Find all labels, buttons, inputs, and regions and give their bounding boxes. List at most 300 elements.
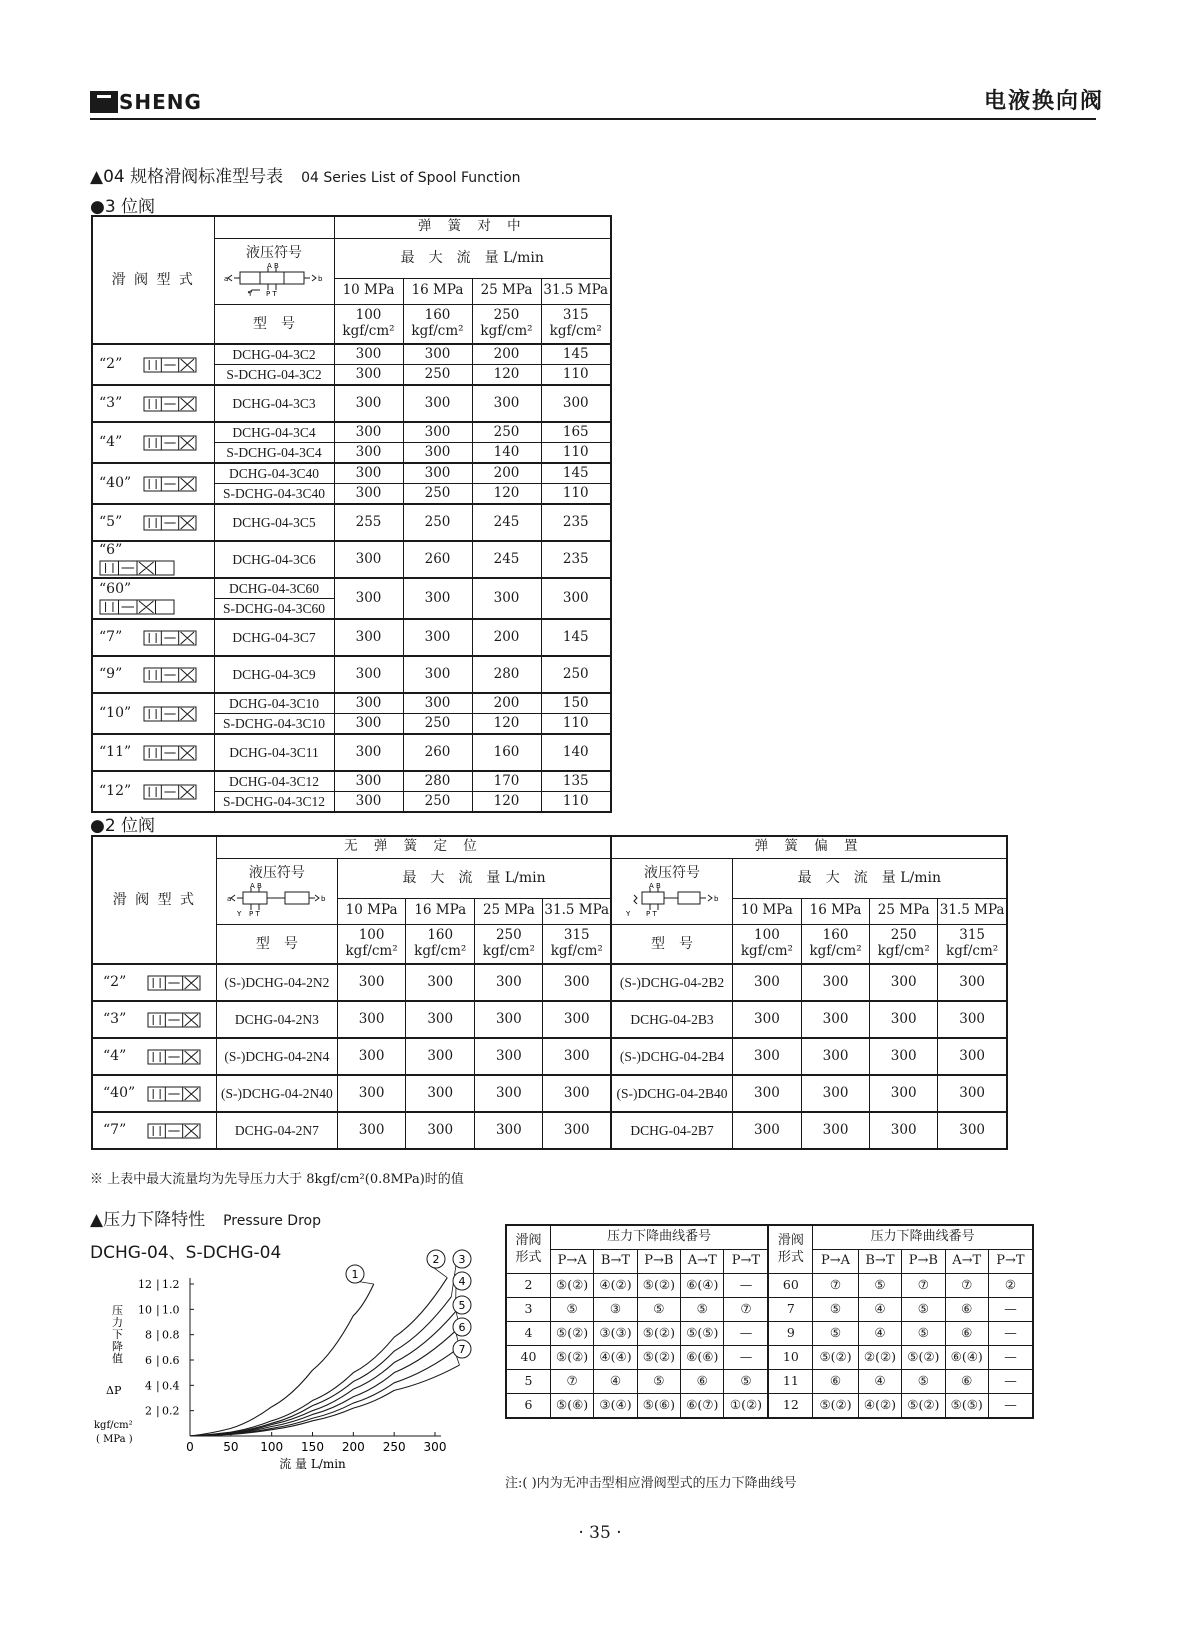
- pd-curve-cell: ④(④): [594, 1346, 637, 1370]
- flow-value-cell: 260: [403, 541, 472, 578]
- pd-path-header-l: A→T: [681, 1250, 724, 1274]
- spool-symbol-icon: [143, 629, 197, 647]
- pd-path-header-l: P→A: [550, 1250, 593, 1274]
- spool-row: [92, 1075, 1007, 1112]
- spool-type-cell: [92, 344, 214, 385]
- model-header: 型 号: [214, 304, 334, 344]
- flow-value: 300: [404, 442, 472, 462]
- curve-label: 5: [458, 1299, 466, 1312]
- curve-5: [190, 1327, 460, 1436]
- flow-value: 300: [424, 695, 451, 711]
- pd-curve-cell: ⑥: [945, 1322, 988, 1346]
- pd-spool-header-right: 滑阀 形式: [768, 1225, 812, 1274]
- curve-label: 3: [458, 1253, 466, 1266]
- model-cell: [214, 771, 334, 812]
- flow-value: 200: [493, 346, 520, 362]
- flow-value-cell: 300: [334, 385, 403, 422]
- flow-value-cell: 245: [472, 504, 541, 541]
- curve-label: 1: [351, 1268, 359, 1281]
- flow-value-cell: 140: [541, 734, 611, 771]
- flow-value-cell-b: 300: [732, 964, 801, 1001]
- flow-value-cell-a: 300: [543, 1112, 611, 1149]
- flow-value: 200: [493, 465, 520, 481]
- model-cell: DCHG-04-3C9: [214, 656, 334, 693]
- flow-value-cell: 250: [541, 656, 611, 693]
- flow-value-cell: 255: [334, 504, 403, 541]
- flow-value: 300: [355, 346, 382, 362]
- svg-text:a: a: [224, 274, 229, 283]
- pd-curve-cell: ⑦: [813, 1274, 858, 1298]
- pd-spool-cell: 2: [506, 1274, 550, 1298]
- svg-text:P T: P T: [248, 909, 260, 917]
- max-flow-header-a: 最 大 流 量 L/min: [338, 858, 612, 898]
- pd-spool-cell: 3: [506, 1298, 550, 1322]
- pd-path-header-r: P→A: [813, 1250, 858, 1274]
- flow-value-cell: [334, 344, 403, 385]
- pressure-kgf-header-b: 100 kgf/cm²: [732, 924, 801, 964]
- y-unit-kgf: kgf/cm²: [94, 1420, 133, 1431]
- model-header-a: 型 号: [216, 924, 337, 964]
- flow-value-cell-b: 300: [732, 1075, 801, 1112]
- brand-logo: [90, 90, 202, 114]
- y-tick-label-kgf: 8: [145, 1328, 152, 1342]
- spool-type-label: “3”: [99, 395, 123, 411]
- pd-curve-cell: ⑦: [550, 1370, 593, 1394]
- pressure-kgf-header: 160 kgf/cm²: [403, 304, 472, 344]
- pressure-mpa-header-a: 10 MPa: [338, 898, 406, 924]
- pd-curve-cell: ⑤(②): [813, 1346, 858, 1370]
- pressure-mpa-header: 25 MPa: [472, 278, 541, 304]
- svg-text:Y: Y: [248, 289, 253, 297]
- spool-symbol-icon: [99, 598, 175, 616]
- x-tick-label: 50: [223, 1440, 239, 1454]
- y-tick-label-kgf: 6: [145, 1354, 152, 1367]
- pd-spool-cell: 9: [768, 1322, 812, 1346]
- pd-curve-cell: ③: [594, 1298, 637, 1322]
- spool-symbol-icon: [99, 559, 175, 577]
- flow-value-cell-b: 300: [801, 1075, 869, 1112]
- y-tick-divider: |: [156, 1278, 160, 1291]
- flow-value: 300: [335, 713, 403, 733]
- flow-value-cell: [472, 463, 541, 504]
- spool-type-label: “12”: [99, 783, 132, 799]
- flow-value-cell: 145: [541, 619, 611, 656]
- y-tick-label-kgf: 10: [138, 1303, 152, 1317]
- symbol-header-b: 液压符号 A B b Y P T: [611, 858, 732, 924]
- spool-row: [92, 656, 611, 693]
- spool-row: [92, 385, 611, 422]
- logo-mark-icon: [90, 91, 118, 113]
- spool-symbol-icon: [143, 475, 197, 493]
- y-tick-divider: |: [156, 1328, 160, 1342]
- spool-symbol-icon: [147, 1085, 201, 1103]
- curve-label: 2: [432, 1253, 440, 1266]
- spool-type-cell: [92, 1038, 216, 1075]
- model-number: DCHG-04-3C60: [229, 581, 319, 596]
- flow-value: 300: [424, 346, 451, 362]
- pressure-kgf-header: 250 kgf/cm²: [472, 304, 541, 344]
- spool-symbol-icon: [147, 1011, 201, 1029]
- pd-path-header-r: B→T: [858, 1250, 901, 1274]
- pd-curve-cell: ⑤: [724, 1370, 768, 1394]
- logo-text: SHENG: [119, 90, 202, 114]
- model-cell: DCHG-04-3C7: [214, 619, 334, 656]
- flow-value-cell-a: 300: [338, 1038, 406, 1075]
- spool-symbol-icon: [143, 783, 197, 801]
- y-unit-mpa: ( MPa ): [96, 1434, 133, 1445]
- model-cell: [214, 422, 334, 463]
- spool-row: [92, 344, 611, 385]
- flow-value-cell: [472, 422, 541, 463]
- pd-curve-cell: —: [988, 1370, 1033, 1394]
- pd-curve-cell: ②(②): [858, 1346, 901, 1370]
- pressure-kgf-header: 100 kgf/cm²: [334, 304, 403, 344]
- pd-curve-cell: ⑤(②): [550, 1346, 593, 1370]
- section-title-en: 04 Series List of Spool Function: [301, 170, 521, 186]
- flow-value-cell-b: 300: [938, 1112, 1007, 1149]
- pd-path-header-l: B→T: [594, 1250, 637, 1274]
- no-spring-detent-header: 无 弹 簧 定 位: [216, 836, 611, 858]
- flow-value-cell: 300: [403, 385, 472, 422]
- pressure-drop-note: 注:( )内为无冲击型相应滑阀型式的压力下降曲线号: [505, 1476, 797, 1491]
- spool-symbol-icon: [147, 1122, 201, 1140]
- flow-value: 250: [404, 713, 472, 733]
- y-tick-label-mpa: 1.2: [162, 1278, 180, 1291]
- pd-curve-cell: ⑤(②): [550, 1274, 593, 1298]
- flow-value-cell-b: 300: [870, 964, 938, 1001]
- section-title-zh: ▲04 规格滑阀标准型号表: [90, 167, 284, 187]
- y-tick-label-mpa: 1.0: [162, 1303, 180, 1317]
- spool-type-cell: [92, 693, 214, 734]
- svg-text:b: b: [318, 274, 323, 283]
- model-cell-b: DCHG-04-2B3: [611, 1001, 732, 1038]
- flow-value: 250: [404, 483, 472, 503]
- pd-curve-cell: ⑤: [550, 1298, 593, 1322]
- spool-type-label: “4”: [103, 1048, 127, 1064]
- pd-spool-cell: 7: [768, 1298, 812, 1322]
- flow-value-cell: 245: [472, 541, 541, 578]
- flow-value-cell: 160: [472, 734, 541, 771]
- flow-value-cell-a: 300: [406, 964, 475, 1001]
- flow-value: 110: [542, 713, 611, 733]
- pressure-drop-curve-table: [505, 1224, 1034, 1419]
- svg-text:P T: P T: [645, 909, 657, 917]
- model-cell-a: (S-)DCHG-04-2N2: [216, 964, 337, 1001]
- pd-curve-cell: ④(②): [858, 1394, 901, 1419]
- flow-value-cell-a: 300: [475, 1112, 543, 1149]
- y-tick-divider: |: [156, 1354, 160, 1367]
- pressure-drop-chart: [90, 1244, 500, 1480]
- pd-path-header-l: P→T: [724, 1250, 768, 1274]
- pd-curve-cell: ⑤: [681, 1298, 724, 1322]
- flow-value-cell: 200: [472, 619, 541, 656]
- pd-spool-cell: 10: [768, 1346, 812, 1370]
- spring-centered-header: 弹 簧 对 中: [334, 216, 611, 238]
- flow-value-cell: 300: [334, 578, 403, 619]
- svg-text:Y: Y: [625, 909, 631, 917]
- flow-value-cell-b: 300: [870, 1038, 938, 1075]
- curve-label: 6: [458, 1321, 466, 1334]
- x-axis-label: 流 量 L/min: [279, 1457, 346, 1471]
- y-tick-label-mpa: 0.4: [162, 1379, 180, 1393]
- spool-type-cell: [92, 385, 214, 422]
- flow-value-cell-b: 300: [870, 1075, 938, 1112]
- pressure-drop-title-en: Pressure Drop: [223, 1213, 321, 1229]
- y-tick-label-mpa: 0.6: [162, 1354, 180, 1367]
- flow-value-cell-a: 300: [543, 1001, 611, 1038]
- flow-value-cell-b: 300: [870, 1112, 938, 1149]
- two-position-spool-table: [91, 835, 1008, 1150]
- pd-curve-cell: ②: [988, 1274, 1033, 1298]
- flow-value-cell-b: 300: [732, 1112, 801, 1149]
- flow-value: 300: [335, 364, 403, 384]
- pd-curve-cell: —: [724, 1322, 768, 1346]
- pd-row: [506, 1394, 1033, 1419]
- pd-curve-cell: ⑤(②): [637, 1274, 680, 1298]
- flow-value-cell: 300: [334, 656, 403, 693]
- spool-type-label: “5”: [99, 514, 123, 530]
- flow-value-cell: [541, 463, 611, 504]
- model-number: S-DCHG-04-3C2: [215, 364, 334, 384]
- flow-value-cell-a: 300: [475, 1075, 543, 1112]
- flow-value-cell-b: 300: [801, 1001, 869, 1038]
- flow-value-cell-a: 300: [338, 1075, 406, 1112]
- spool-row: [92, 541, 611, 578]
- pd-path-header-r: P→B: [902, 1250, 945, 1274]
- curve-6: [190, 1347, 460, 1436]
- spool-symbol-icon: [143, 514, 197, 532]
- pd-curve-cell: ⑥(⑥): [681, 1346, 724, 1370]
- flow-value: 145: [562, 346, 589, 362]
- model-number: DCHG-04-3C40: [229, 466, 319, 481]
- flow-value: 170: [493, 773, 520, 789]
- pressure-kgf-header-a: 315 kgf/cm²: [543, 924, 611, 964]
- flow-value-cell: [403, 693, 472, 734]
- x-tick-label: 200: [341, 1440, 365, 1454]
- flow-value: 250: [404, 364, 472, 384]
- pressure-kgf-header-b: 160 kgf/cm²: [801, 924, 869, 964]
- curve-1: [190, 1284, 374, 1436]
- spool-symbol-icon: [143, 395, 197, 413]
- flow-value: 300: [355, 695, 382, 711]
- model-cell: DCHG-04-3C6: [214, 541, 334, 578]
- model-number: S-DCHG-04-3C10: [215, 713, 334, 733]
- spool-type-cell: [92, 656, 214, 693]
- pd-curve-cell: ③(③): [594, 1322, 637, 1346]
- pd-spool-cell: 40: [506, 1346, 550, 1370]
- y-tick-divider: |: [156, 1404, 160, 1418]
- flow-value-cell: 235: [541, 541, 611, 578]
- pd-curve-cell: ①(②): [724, 1394, 768, 1419]
- pd-spool-cell: 60: [768, 1274, 812, 1298]
- spool-symbol-icon: [147, 974, 201, 992]
- model-cell-a: (S-)DCHG-04-2N4: [216, 1038, 337, 1075]
- pd-spool-cell: 5: [506, 1370, 550, 1394]
- flow-value-cell: 300: [334, 734, 403, 771]
- model-cell-b: (S-)DCHG-04-2B2: [611, 964, 732, 1001]
- model-number: S-DCHG-04-3C12: [215, 791, 334, 811]
- flow-value-cell: [334, 693, 403, 734]
- flow-value-cell: [472, 693, 541, 734]
- pd-curve-cell: ⑤(②): [813, 1394, 858, 1419]
- flow-value-cell: 300: [403, 656, 472, 693]
- flow-value-cell-b: 300: [938, 964, 1007, 1001]
- pd-curve-cell: ⑤(⑤): [945, 1394, 988, 1419]
- flow-note: ※ 上表中最大流量均为先导压力大于 8kgf/cm²(0.8MPa)时的值: [90, 1172, 464, 1187]
- pressure-kgf-header-b: 315 kgf/cm²: [938, 924, 1007, 964]
- y-axis-label: 压力下降值 ΔP: [106, 1304, 123, 1397]
- pressure-mpa-header-a: 16 MPa: [406, 898, 475, 924]
- pd-curve-cell: ⑤(②): [550, 1322, 593, 1346]
- flow-value-cell-b: 300: [732, 1001, 801, 1038]
- flow-value: 110: [542, 364, 611, 384]
- pressure-kgf-header-b: 250 kgf/cm²: [870, 924, 938, 964]
- model-cell-a: DCHG-04-2N3: [216, 1001, 337, 1038]
- spool-type-label: “4”: [99, 434, 123, 450]
- spool-type-label: “9”: [99, 666, 123, 682]
- pd-curve-cell: ⑤(⑤): [681, 1322, 724, 1346]
- model-header-b: 型 号: [611, 924, 732, 964]
- header-divider: [90, 118, 1096, 120]
- pd-path-header-r: A→T: [945, 1250, 988, 1274]
- pressure-kgf-header-a: 160 kgf/cm²: [406, 924, 475, 964]
- model-number: S-DCHG-04-3C40: [215, 483, 334, 503]
- flow-value-cell: 235: [541, 504, 611, 541]
- pd-curve-cell: ⑤: [902, 1298, 945, 1322]
- svg-text:A B: A B: [267, 262, 279, 270]
- flow-value: 300: [355, 773, 382, 789]
- pd-curve-cell: —: [988, 1298, 1033, 1322]
- spool-type-label: “2”: [103, 974, 127, 990]
- flow-value-cell: [541, 422, 611, 463]
- pd-curve-cell: ⑤: [813, 1322, 858, 1346]
- pressure-kgf-header-a: 100 kgf/cm²: [338, 924, 406, 964]
- x-tick-label: 150: [301, 1440, 324, 1454]
- model-cell: DCHG-04-3C5: [214, 504, 334, 541]
- flow-value-cell: 300: [403, 578, 472, 619]
- pressure-mpa-header-b: 25 MPa: [870, 898, 938, 924]
- spool-row: [92, 734, 611, 771]
- pd-spool-header-left: 滑阀 形式: [506, 1225, 550, 1274]
- flow-value-cell: [334, 463, 403, 504]
- flow-value: 250: [493, 424, 520, 440]
- pd-curve-cell: ③(④): [594, 1394, 637, 1419]
- flow-value-cell-b: 300: [938, 1038, 1007, 1075]
- model-cell: [214, 344, 334, 385]
- symbol-header: 液压符号 A B a b Y P T: [214, 238, 334, 304]
- two-position-spring-offset-symbol-icon: [622, 883, 722, 917]
- spool-type-header: 滑 阀 型 式: [92, 216, 214, 344]
- flow-value: 150: [562, 695, 589, 711]
- two-position-no-spring-symbol-icon: [227, 883, 327, 917]
- max-flow-header-b: 最 大 流 量 L/min: [732, 858, 1007, 898]
- pd-curve-cell: ④: [594, 1370, 637, 1394]
- flow-value-cell: [541, 771, 611, 812]
- pd-curve-cell: —: [988, 1394, 1033, 1419]
- x-tick-label: 0: [186, 1440, 194, 1454]
- spool-type-cell: [92, 734, 214, 771]
- pressure-mpa-header-b: 10 MPa: [732, 898, 801, 924]
- spool-row: [92, 504, 611, 541]
- pressure-drop-title-zh: ▲压力下降特性: [90, 1210, 206, 1230]
- flow-value: 300: [335, 791, 403, 811]
- pd-row: [506, 1298, 1033, 1322]
- pressure-mpa-header-a: 25 MPa: [475, 898, 543, 924]
- spool-type-label: “3”: [103, 1011, 127, 1027]
- model-number: DCHG-04-3C4: [232, 425, 316, 440]
- flow-value-cell: 300: [334, 541, 403, 578]
- pd-spool-cell: 6: [506, 1394, 550, 1419]
- flow-value: 120: [473, 791, 541, 811]
- model-cell-b: (S-)DCHG-04-2B40: [611, 1075, 732, 1112]
- flow-value-cell: [334, 422, 403, 463]
- flow-value: 165: [562, 424, 589, 440]
- model-cell-b: DCHG-04-2B7: [611, 1112, 732, 1149]
- flow-value-cell-a: 300: [406, 1112, 475, 1149]
- spool-type-cell: [92, 1075, 216, 1112]
- flow-value-cell-b: 300: [801, 1112, 869, 1149]
- pd-curve-cell: ⑤: [813, 1298, 858, 1322]
- flow-value-cell-a: 300: [406, 1001, 475, 1038]
- model-cell: [214, 693, 334, 734]
- spool-type-label: “60”: [99, 581, 132, 598]
- spool-type-cell: [92, 964, 216, 1001]
- flow-value-cell-a: 300: [338, 1001, 406, 1038]
- flow-value: 250: [404, 791, 472, 811]
- three-position-title: ●3 位阀: [90, 197, 156, 217]
- flow-value-cell: 300: [541, 385, 611, 422]
- pd-path-header-r: P→T: [988, 1250, 1033, 1274]
- model-cell-a: (S-)DCHG-04-2N40: [216, 1075, 337, 1112]
- spool-row: [92, 693, 611, 734]
- pd-curve-cell: —: [724, 1346, 768, 1370]
- spool-row: [92, 1112, 1007, 1149]
- x-tick-label: 100: [260, 1440, 284, 1454]
- y-tick-label-mpa: 0.2: [162, 1404, 180, 1418]
- flow-value-cell-b: 300: [732, 1038, 801, 1075]
- pd-curve-cell: —: [724, 1274, 768, 1298]
- flow-value: 120: [473, 713, 541, 733]
- flow-value-cell: 300: [334, 619, 403, 656]
- svg-text:a: a: [226, 894, 232, 903]
- spool-type-cell: [92, 771, 214, 812]
- flow-value-cell-b: 300: [870, 1001, 938, 1038]
- flow-value-cell: 300: [403, 619, 472, 656]
- svg-text:P T: P T: [266, 289, 277, 297]
- flow-value: 140: [473, 442, 541, 462]
- pd-curve-cell: ⑥(⑦): [681, 1394, 724, 1419]
- flow-value: 120: [473, 483, 541, 503]
- pd-curve-cell: ⑤(②): [902, 1394, 945, 1419]
- pd-curve-cell: ⑥: [681, 1370, 724, 1394]
- flow-value-cell-a: 300: [543, 1075, 611, 1112]
- flow-value: 110: [542, 791, 611, 811]
- pd-curve-cell: ④(②): [594, 1274, 637, 1298]
- spool-type-cell: [92, 422, 214, 463]
- svg-text:A B: A B: [648, 882, 661, 890]
- flow-value-cell: [472, 344, 541, 385]
- y-tick-label-kgf: 4: [145, 1379, 152, 1393]
- spool-symbol-icon: [143, 666, 197, 684]
- spool-type-cell: [92, 463, 214, 504]
- model-cell: [214, 578, 334, 619]
- model-number: S-DCHG-04-3C60: [215, 598, 334, 618]
- pd-curve-cell: ⑤: [902, 1322, 945, 1346]
- pd-spool-cell: 4: [506, 1322, 550, 1346]
- spool-type-label: “40”: [103, 1085, 136, 1101]
- pressure-mpa-header: 10 MPa: [334, 278, 403, 304]
- two-position-title: ●2 位阀: [90, 816, 156, 836]
